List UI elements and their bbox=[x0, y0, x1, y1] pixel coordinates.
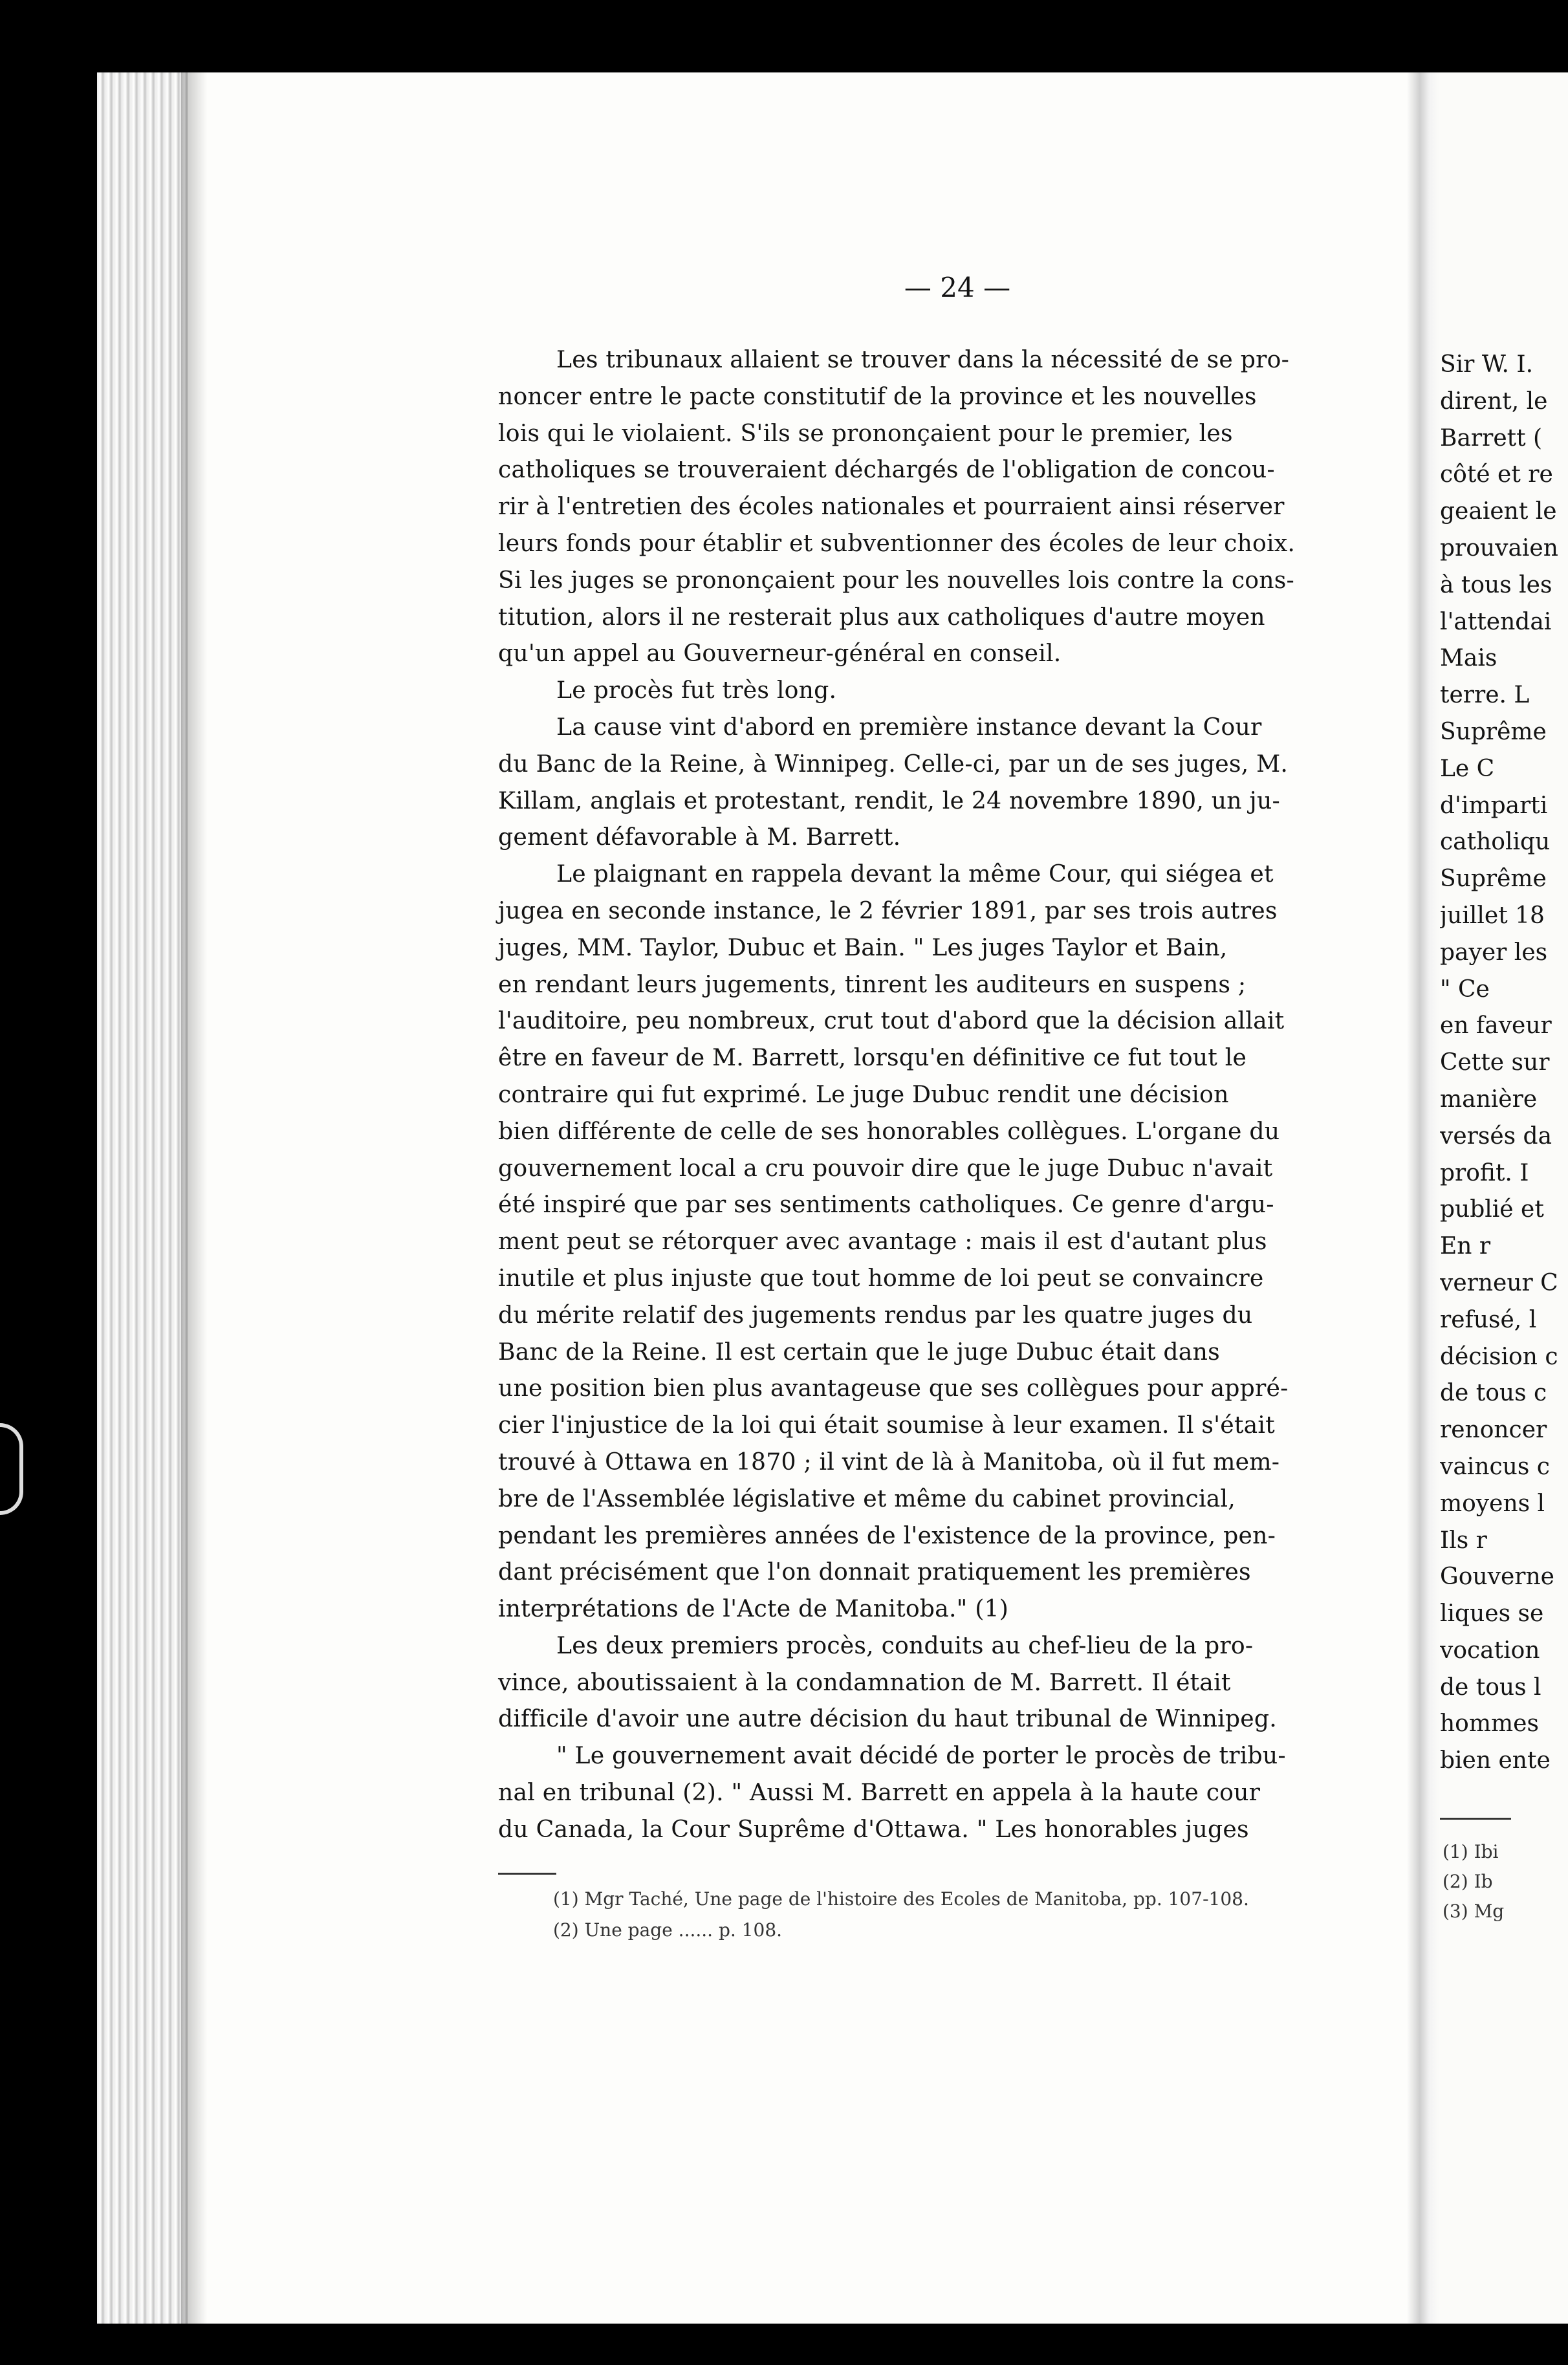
text-line: vaincus c bbox=[1440, 1453, 1550, 1480]
text-line: publié et bbox=[1440, 1196, 1544, 1223]
text-line: renoncer bbox=[1440, 1417, 1547, 1444]
text-line: En r bbox=[1440, 1233, 1491, 1260]
text-line: d'imparti bbox=[1440, 792, 1548, 819]
text-line: Suprême bbox=[1440, 866, 1547, 893]
text-line: Sir W. I. bbox=[1440, 351, 1534, 378]
text-line: profit. I bbox=[1440, 1159, 1529, 1186]
page-edge-shadow bbox=[181, 72, 207, 2324]
footnote: (2) Ib bbox=[1443, 1871, 1493, 1892]
paragraph: Les tribunaux allaient se trouver dans la nécessité de se pro- noncer entre le pacte constitutif de la province et les nouvelles lois qui le violaient. S'ils se prononçaient pour le premier, les catholiques se trouveraient déchargés de l'obligation de concou- rir à l'entretien des écoles nationales et pourraient ainsi réserver leurs fonds pour établir et subventionner des écoles de leur choix. Si les juges se prononçaient pour les nouvelles lois contre la cons- titution, alors il ne resterait plus aux catholiques d'autre moyen qu'un appel au Gouverneur-général en conseil. bbox=[498, 345, 1296, 668]
text-line: Cette sur bbox=[1440, 1049, 1550, 1076]
page-edges bbox=[97, 72, 188, 2324]
text-line: refusé, l bbox=[1440, 1306, 1537, 1333]
text-line: liques se bbox=[1440, 1600, 1544, 1628]
text-line: vocation bbox=[1440, 1637, 1540, 1664]
text-line: geaient le bbox=[1440, 498, 1557, 525]
footnote: (3) Mg bbox=[1443, 1901, 1505, 1922]
paragraph: La cause vint d'abord en première instance devant la Cour du Banc de la Reine, à Winnipeg. Celle-ci, par un de ses juges, M. Killam, anglais et protestant, rendit, le 24 novembre 1890, un ju- gement défavorable à M. Barrett. bbox=[498, 712, 1289, 851]
text-line: à tous les bbox=[1440, 571, 1552, 598]
footnote: (1) Ibi bbox=[1443, 1841, 1499, 1862]
text-line: Gouverne bbox=[1440, 1564, 1554, 1591]
text-line: catholiqu bbox=[1440, 829, 1551, 856]
text-line: " Ce bbox=[1440, 975, 1490, 1003]
text-line: Barrett ( bbox=[1440, 424, 1543, 452]
footnote: (2) Une page ...... p. 108. bbox=[553, 1919, 783, 1941]
main-text bbox=[498, 342, 1417, 1848]
text-line: côté et re bbox=[1440, 461, 1553, 488]
text-line: Mais bbox=[1440, 645, 1497, 672]
text-line: terre. L bbox=[1440, 682, 1530, 709]
right-footnote-rule bbox=[1440, 1818, 1511, 1820]
text-line: moyens l bbox=[1440, 1490, 1545, 1517]
text-line: de tous l bbox=[1440, 1673, 1541, 1701]
text-line: de tous c bbox=[1440, 1380, 1547, 1407]
text-line: prouvaien bbox=[1440, 534, 1558, 561]
page-number: — 24 — bbox=[904, 272, 1011, 303]
text-line: Ils r bbox=[1440, 1527, 1487, 1554]
text-line: l'attendai bbox=[1440, 608, 1552, 635]
text-line: dirent, le bbox=[1440, 387, 1548, 415]
footnote-rule bbox=[498, 1873, 556, 1875]
paragraph: Le procès fut très long. bbox=[556, 676, 837, 704]
text-line: hommes bbox=[1440, 1710, 1539, 1738]
text-line: payer les bbox=[1440, 939, 1548, 966]
text-line: bien ente bbox=[1440, 1747, 1551, 1774]
footnotes bbox=[553, 1884, 1394, 1946]
right-page-text bbox=[1440, 347, 1568, 1780]
text-line: Suprême bbox=[1440, 718, 1547, 745]
text-line: décision c bbox=[1440, 1343, 1558, 1370]
text-line: manière bbox=[1440, 1085, 1538, 1113]
paragraph: Les deux premiers procès, conduits au chef-lieu de la pro- vince, aboutissaient à la condamnation de M. Barrett. Il était difficile d'avoir une autre décision du haut tribunal de Winnipeg. bbox=[498, 1631, 1277, 1733]
right-footnotes bbox=[1443, 1837, 1568, 1926]
text-line: verneur C bbox=[1440, 1269, 1558, 1296]
text-line: versés da bbox=[1440, 1122, 1552, 1150]
footnote: (1) Mgr Taché, Une page de l'histoire des Ecoles de Manitoba, pp. 107-108. bbox=[553, 1888, 1249, 1910]
text-line: en faveur bbox=[1440, 1012, 1552, 1040]
text-line: juillet 18 bbox=[1440, 902, 1545, 929]
text-line: Le C bbox=[1440, 755, 1495, 782]
paragraph: Le plaignant en rappela devant la même Cour, qui siégea et jugea en seconde instance, le 2 février 1891, par ses trois autres juges, MM. Taylor, Dubuc et Bain. " Les juges Taylor et Bain, en rendant leurs jugements, tinrent les auditeurs en suspens ; l'auditoire, peu nombreux, crut tout d'abord que la décision allait être en faveur de M. Barrett, lorsqu'en définitive ce fut tout le contraire qui fut exprimé. Le juge Dubuc rendit une décision bien différente de celle de ses honorables collègues. L'organe du gouvernement local a cru pouvoir dire que le juge Dubuc n'avait été inspiré que par ses sentiments catholiques. Ce genre d'argu- ment peut se rétorquer avec avantage : mais il est d'autant plus inutile et plus injuste que tout homme de loi peut se convaincre du mérite relatif des jugements rendus par les quatre juges du Banc de la Reine. Il est certain que le juge Dubuc était dans une position bien plus avantageuse que ses collègues pour appré- cier l'injustice de la loi qui était soumise à leur examen. Il s'était trouvé à Ottawa en 1870 ; il vint de là à Manitoba, où il fut mem- bre de l'Assemblée législative et même du cabinet provincial, pendant les premières années de l'existence de la province, pen- dant précisément que l'on donnait pratiquement les premières interprétations de l'Acte de Manitoba." (1) bbox=[498, 860, 1289, 1623]
scanner-clip bbox=[0, 1423, 23, 1515]
paragraph: " Le gouvernement avait décidé de porter le procès de tribu- nal en tribunal (2). " Aussi M. Barrett en appela à la haute cour du Canada, la Cour Suprême d'Ottawa. " Les honorables juges bbox=[498, 1741, 1286, 1843]
